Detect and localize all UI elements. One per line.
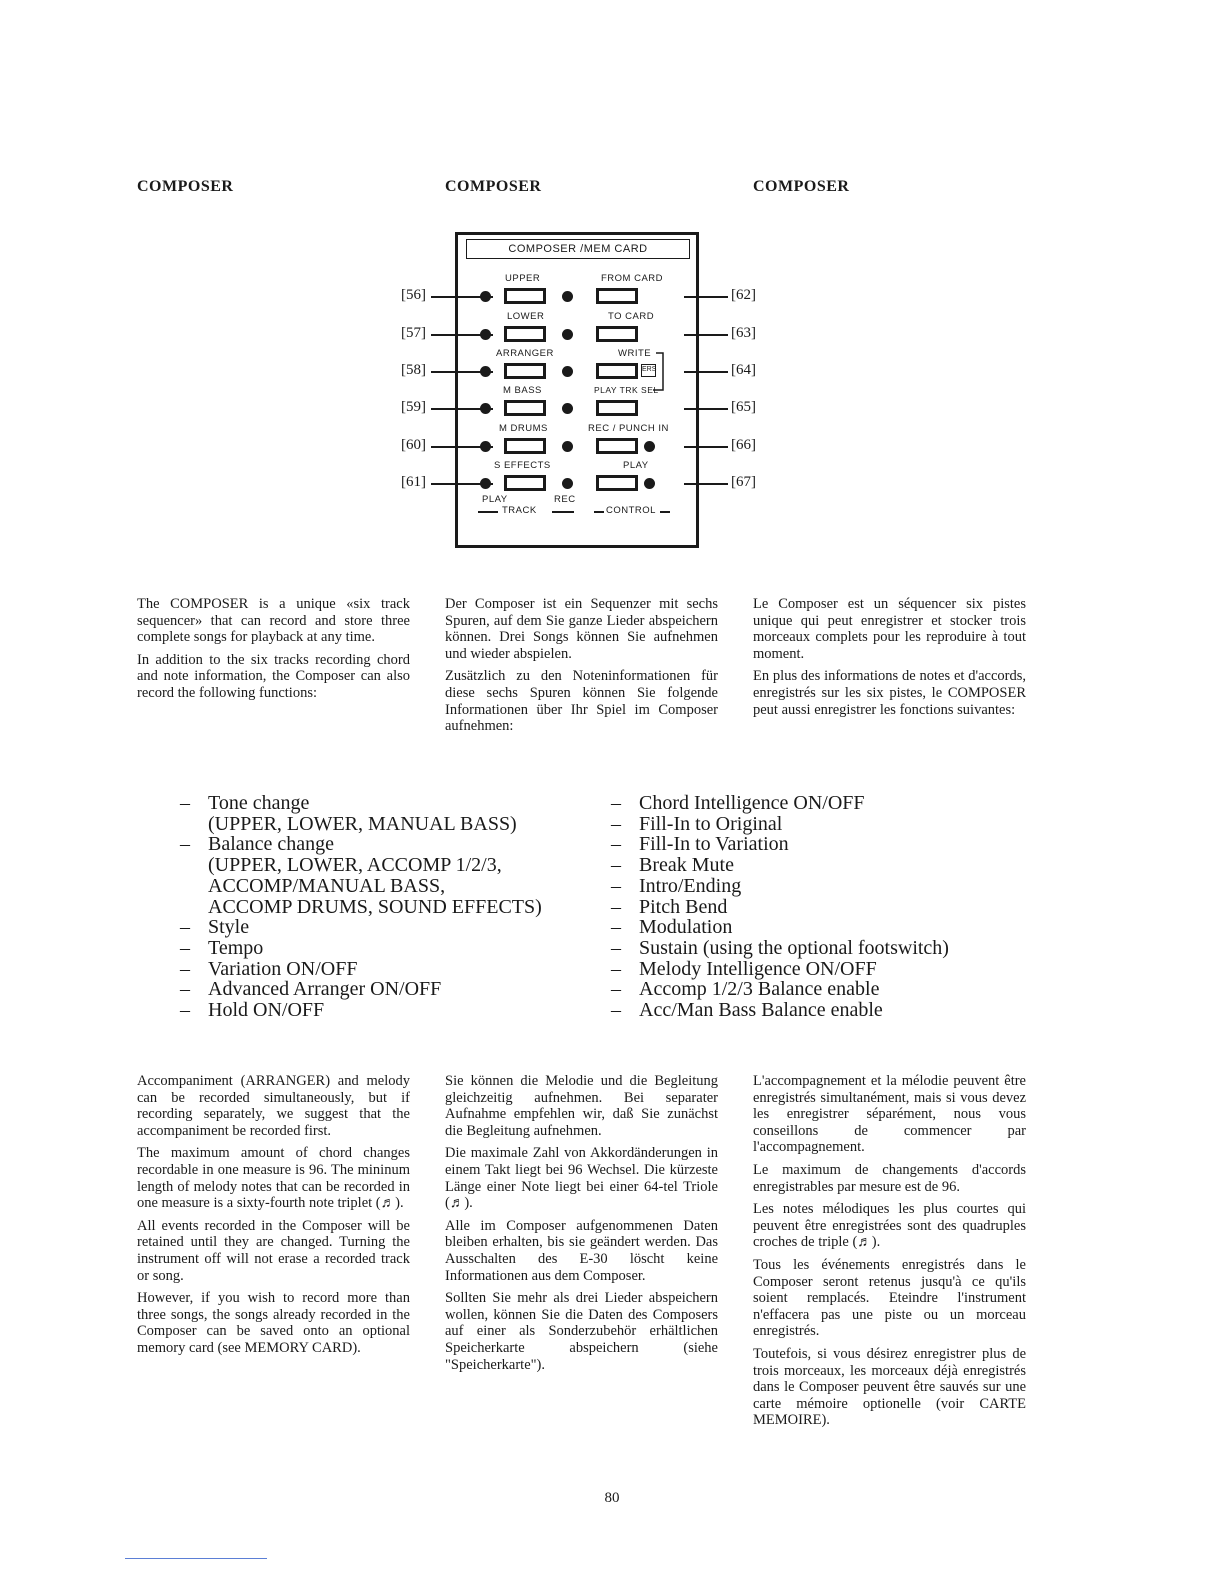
label-track-group: TRACK: [502, 505, 537, 516]
callout-line-64: [684, 371, 728, 373]
label-play: PLAY: [623, 460, 649, 471]
body-french: [753, 1073, 1026, 1435]
body-fr-paragraph: Les notes mélodiques les plus courtes qui peuvent être enregistrées sont des quadruples croches de triple (♬).: [753, 1201, 1026, 1251]
callout-65: [65]: [731, 399, 756, 415]
list-item: – Pitch Bend: [611, 895, 728, 918]
track-group-line-right: [552, 511, 574, 513]
body-fr-paragraph: Le maximum de changements d'accords enregistrables par mesure est de 96.: [753, 1161, 1026, 1195]
label-track-play: PLAY: [482, 494, 508, 505]
callout-line-66: [684, 446, 728, 448]
upper-track-button[interactable]: [504, 288, 546, 304]
callout-line-65: [684, 408, 728, 410]
panel-title: COMPOSER /MEM CARD: [466, 239, 690, 259]
callout-63: [63]: [731, 325, 756, 341]
list-item: – Acc/Man Bass Balance enable: [611, 999, 883, 1022]
label-rec-punch-in: REC / PUNCH IN: [588, 423, 669, 434]
m-bass-track-button[interactable]: [504, 400, 546, 416]
list-item: – Hold ON/OFF: [180, 999, 325, 1022]
list-item: – Intro/Ending: [611, 874, 742, 897]
callout-60: [60]: [401, 437, 426, 453]
control-group-line-left: [594, 511, 604, 513]
list-item: – Tone change: [180, 792, 310, 814]
callout-line-58: [431, 371, 493, 373]
callout-line-59: [431, 408, 493, 410]
m-drums-track-button[interactable]: [504, 438, 546, 454]
list-item: – Fill-In to Original: [611, 812, 783, 835]
callout-line-63: [684, 334, 728, 336]
intro-fr-paragraph: En plus des informations de notes et d'accords, enregistrés sur les six pistes, le COMPOSER peut aussi enregistrer les fonctions suivantes:: [753, 668, 1026, 718]
list-item: (UPPER, LOWER, ACCOMP 1/2/3,: [208, 854, 502, 877]
play-button[interactable]: [596, 475, 638, 491]
callout-line-61: [431, 483, 493, 485]
composer-panel-diagram: [455, 232, 699, 548]
body-en-paragraph: Accompaniment (ARRANGER) and melody can be recorded simultaneously, but if recording separately, we suggest that the accompaniment be recorded first.: [137, 1073, 410, 1139]
rec-punch-in-led: [644, 441, 655, 452]
to-card-button[interactable]: [596, 326, 638, 342]
body-german: [445, 1073, 718, 1379]
callout-67: [67]: [731, 474, 756, 490]
label-upper: UPPER: [505, 273, 541, 284]
body-en-paragraph: The maximum amount of chord changes recordable in one measure is 96. The mininum length of melody notes that can be recorded in one measure is a sixty-fourth note triplet (♬).: [137, 1145, 410, 1212]
callout-66: [66]: [731, 437, 756, 453]
list-item: – Advanced Arranger ON/OFF: [180, 978, 442, 1001]
callout-61: [61]: [401, 474, 426, 490]
body-de-paragraph: Die maximale Zahl von Akkordänderungen in einem Takt liegt bei 96 Wechsel. Die kürzeste Länge einer Note liegt bei einer 64-tel Triole (♬).: [445, 1145, 718, 1212]
rec-led-m-bass: [562, 403, 573, 414]
list-item: – Variation ON/OFF: [180, 957, 358, 980]
page-number: 80: [604, 1490, 620, 1506]
body-de-paragraph: Sollten Sie mehr als drei Lieder abspeichern wollen, können Sie die Daten des Composers auf einer als Sonderzubehör erhältlichen Speicherkarte abspeichern (siehe "Speicherkarte").: [445, 1290, 718, 1373]
list-item: – Balance change: [180, 833, 335, 856]
track-group-line-left: [478, 511, 498, 513]
callout-58: [58]: [401, 362, 426, 378]
intro-en-paragraph: The COMPOSER is a unique «six track sequencer» that can record and store three complete songs for playback at any time.: [137, 596, 410, 646]
function-list-right: [611, 793, 949, 1021]
header-fr: COMPOSER: [753, 178, 850, 195]
list-item: – Sustain (using the optional footswitch): [611, 936, 949, 959]
callout-line-62: [684, 296, 728, 298]
arranger-track-button[interactable]: [504, 363, 546, 379]
body-fr-paragraph: Tous les événements enregistrés dans le Composer seront retenus jusqu'à ce qu'ils soient remplacés. Eteindre l'instrument n'effacera pas une piste ou un morceau enregistrés.: [753, 1256, 1026, 1340]
list-item: ACCOMP DRUMS, SOUND EFFECTS): [208, 895, 542, 918]
header-de: COMPOSER: [445, 178, 542, 195]
header-en: COMPOSER: [137, 178, 234, 195]
intro-en-paragraph: In addition to the six tracks recording chord and note information, the Composer can also record the following functions:: [137, 651, 410, 701]
play-led: [644, 478, 655, 489]
list-item: ACCOMP/MANUAL BASS,: [208, 874, 446, 897]
body-de-paragraph: Alle im Composer aufgenommenen Daten bleiben erhalten, bis sie geändert werden. Das Ausschalten des E-30 löscht keine Informationen aus dem Composer.: [445, 1217, 718, 1284]
body-fr-paragraph: Toutefois, si vous désirez enregistrer plus de trois morceaux, les morceaux déjà enregistrés dans le Composer peuvent être sauvés sur une carte mémoire optionelle (voir CARTE MEMOIRE).: [753, 1345, 1026, 1429]
list-item: – Chord Intelligence ON/OFF: [611, 792, 865, 814]
list-item: – Accomp 1/2/3 Balance enable: [611, 978, 880, 1001]
rec-led-upper: [562, 291, 573, 302]
body-fr-paragraph: L'accompagnement et la mélodie peuvent être enregistrés simultanément, mais si vous devez les enregistrer séparément, nous vous conseillons de commencer par l'accompagnement.: [753, 1073, 1026, 1156]
rec-punch-in-button[interactable]: [596, 438, 638, 454]
from-card-button[interactable]: [596, 288, 638, 304]
list-item: – Style: [180, 916, 250, 939]
callout-62: [62]: [731, 287, 756, 303]
list-item: – Tempo: [180, 936, 264, 959]
body-de-paragraph: Sie können die Melodie und die Begleitung gleichzeitig aufnehmen. Bei separater Aufnahme empfehlen wir, daß Sie zunächst die Begleitung aufnehmen.: [445, 1073, 718, 1139]
intro-de-paragraph: Zusätzlich zu den Noteninformationen für diese sechs Spuren können Sie folgende Informationen über Ihr Spiel im Composer aufnehmen:: [445, 668, 718, 735]
footer-line: [125, 1558, 267, 1559]
list-item: (UPPER, LOWER, MANUAL BASS): [208, 812, 517, 835]
ers-indicator: ERS: [641, 364, 656, 377]
intro-french: [753, 596, 1026, 724]
callout-59: [59]: [401, 399, 426, 415]
intro-de-paragraph: Der Composer ist ein Sequenzer mit sechs Spuren, auf dem Sie ganze Lieder abspeichern können. Drei Songs können Sie aufnehmen und wieder abspielen.: [445, 596, 718, 662]
label-track-rec: REC: [554, 494, 576, 505]
intro-english: [137, 596, 410, 708]
callout-64: [64]: [731, 362, 756, 378]
callout-line-57: [431, 334, 493, 336]
list-item: – Melody Intelligence ON/OFF: [611, 957, 877, 980]
play-trk-sel-button[interactable]: [596, 400, 638, 416]
control-group-line-right: [660, 511, 670, 513]
lower-track-button[interactable]: [504, 326, 546, 342]
label-m-bass: M BASS: [503, 385, 542, 396]
s-effects-track-button[interactable]: [504, 475, 546, 491]
rec-led-lower: [562, 329, 573, 340]
body-en-paragraph: However, if you wish to record more than three songs, the songs already recorded in the Composer can be saved onto an optional memory card (see MEMORY CARD).: [137, 1290, 410, 1356]
intro-fr-paragraph: Le Composer est un séquencer six pistes unique qui peut enregistrer et stocker trois morceaux complets pour les reproduire à tout moment.: [753, 596, 1026, 662]
label-from-card: FROM CARD: [601, 273, 664, 284]
label-to-card: TO CARD: [608, 311, 655, 322]
label-write: WRITE: [618, 348, 652, 359]
body-en-paragraph: All events recorded in the Composer will be retained until they are changed. Turning the instrument off will not erase a recorded track or song.: [137, 1217, 410, 1284]
body-english: [137, 1073, 410, 1363]
list-item: – Break Mute: [611, 854, 734, 877]
callout-line-56: [431, 296, 493, 298]
callout-line-60: [431, 446, 493, 448]
list-item: – Fill-In to Variation: [611, 833, 789, 856]
list-item: – Modulation: [611, 916, 733, 939]
label-s-effects: S EFFECTS: [494, 460, 551, 471]
callout-line-67: [684, 483, 728, 485]
label-arranger: ARRANGER: [496, 348, 554, 359]
label-play-trk-sel: PLAY TRK SEL: [594, 385, 659, 395]
function-list-left: [180, 793, 542, 1021]
callout-56: [56]: [401, 287, 426, 303]
rec-led-m-drums: [562, 441, 573, 452]
intro-german: [445, 596, 718, 741]
rec-led-arranger: [562, 366, 573, 377]
label-lower: LOWER: [507, 311, 545, 322]
write-button[interactable]: [596, 363, 638, 379]
label-m-drums: M DRUMS: [499, 423, 548, 434]
write-bracket-icon: [458, 235, 459, 236]
rec-led-s-effects: [562, 478, 573, 489]
label-control-group: CONTROL: [606, 505, 656, 516]
callout-57: [57]: [401, 325, 426, 341]
